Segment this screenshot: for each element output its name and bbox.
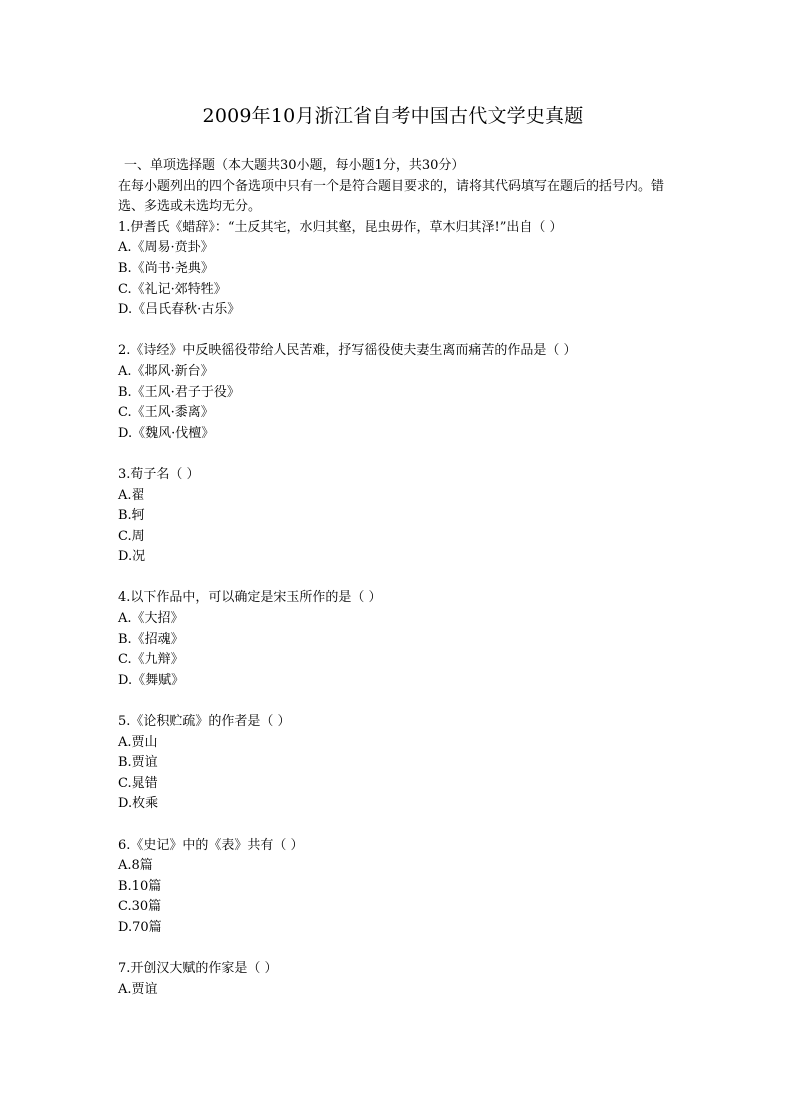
question-stem: 2.《诗经》中反映徭役带给人民苦难，抒写徭役使夫妻生离而痛苦的作品是（ ） bbox=[118, 343, 577, 359]
question-4 bbox=[118, 588, 678, 691]
option-d: D.况 bbox=[118, 549, 146, 565]
question-7 bbox=[118, 959, 678, 1000]
option-c: C.晁错 bbox=[118, 775, 158, 791]
option-b: B.《王风·君子于役》 bbox=[118, 384, 240, 400]
question-stem: 4.以下作品中，可以确定是宋玉所作的是（ ） bbox=[118, 590, 382, 606]
question-1 bbox=[118, 218, 678, 321]
option-c: C.30篇 bbox=[118, 899, 162, 915]
option-d: D.70篇 bbox=[118, 919, 162, 935]
question-stem: 7.开创汉大赋的作家是（ ） bbox=[118, 961, 278, 977]
instructions-text: 在每小题列出的四个备选项中只有一个是符合题目要求的，请将其代码填写在题后的括号内。错选、多选或未选均无分。 bbox=[118, 178, 665, 215]
option-a: A.翟 bbox=[118, 487, 145, 503]
question-3 bbox=[118, 465, 678, 568]
option-a: A.《邶风·新台》 bbox=[118, 363, 214, 379]
option-c: C.《礼记·郊特牲》 bbox=[118, 281, 227, 297]
option-c: C.周 bbox=[118, 528, 145, 544]
option-c: C.《九辩》 bbox=[118, 652, 184, 668]
option-b: B.贾谊 bbox=[118, 755, 158, 771]
option-d: D.《吕氏春秋·古乐》 bbox=[118, 302, 241, 318]
option-a: A.贾山 bbox=[118, 734, 158, 750]
option-d: D.《舞赋》 bbox=[118, 672, 185, 688]
question-stem: 6.《史记》中的《表》共有（ ） bbox=[118, 837, 304, 853]
question-6 bbox=[118, 836, 678, 939]
document-body bbox=[118, 156, 678, 1000]
section-heading: 一、单项选择题（本大题共30小题，每小题1分，共30分） bbox=[124, 158, 465, 173]
question-stem: 1.伊耆氏《蜡辞》：“土反其宅，水归其壑，昆虫毋作，草木归其泽!”出自（ ） bbox=[118, 219, 563, 235]
page-title: 2009年10月浙江省自考中国古代文学史真题 bbox=[202, 105, 584, 127]
option-b: B.轲 bbox=[118, 508, 145, 524]
option-a: A.《周易·贲卦》 bbox=[118, 240, 214, 256]
question-stem: 5.《论积贮疏》的作者是（ ） bbox=[118, 714, 291, 730]
option-c: C.《王风·黍离》 bbox=[118, 405, 214, 421]
option-b: B.《招魂》 bbox=[118, 631, 184, 647]
question-2 bbox=[118, 341, 678, 444]
option-a: A.《大招》 bbox=[118, 611, 184, 627]
option-b: B.《尚书·尧典》 bbox=[118, 260, 214, 276]
option-a: A.8篇 bbox=[118, 858, 153, 874]
question-stem: 3.荀子名（ ） bbox=[118, 466, 200, 482]
option-a: A.贾谊 bbox=[118, 981, 158, 997]
question-5 bbox=[118, 712, 678, 815]
option-b: B.10篇 bbox=[118, 878, 162, 894]
option-d: D.枚乘 bbox=[118, 796, 159, 812]
option-d: D.《魏风·伐檀》 bbox=[118, 425, 215, 441]
